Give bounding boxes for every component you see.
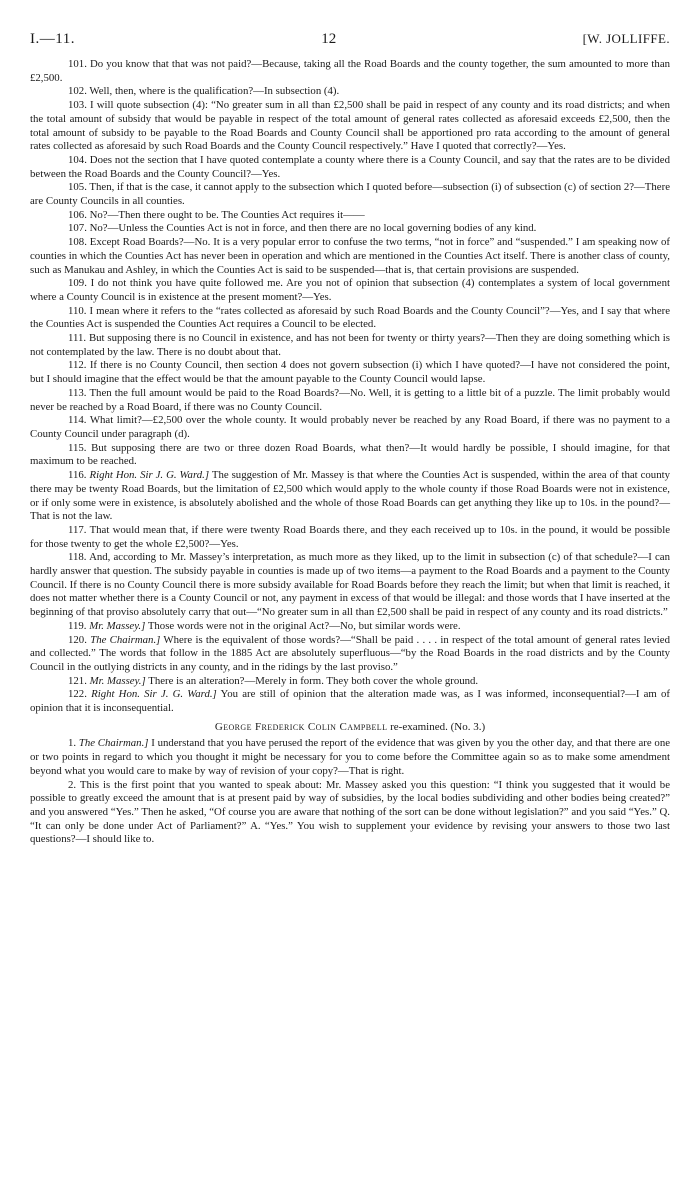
speaker-label: Right Hon. Sir J. G. Ward.]: [89, 469, 210, 482]
evidence-block-campbell: [30, 737, 670, 847]
question-paragraph: [30, 305, 670, 332]
question-number: 113.: [68, 386, 87, 399]
question-number: 2.: [68, 778, 77, 791]
speaker-label: Mr. Massey.]: [89, 674, 146, 687]
question-number: 101.: [68, 58, 87, 70]
question-text: And, according to Mr. Massey’s interpretation, as much more as they liked, up to the limit in subsection (c) of that schedule?—I can hardly answer that question. The subsidy payable in counties is made up of two items—a payment to the Road Boards and a payment to the County Council. If there is no County Council there is more subsidy available for Road Boards before they reach the limit; but when that limit is reached, it does not matter whether there is a County Council or not, any payment in excess of that would be illegal: and those words that I have inserted at the beginning of that proviso absolutely carry that out—“No greater sum in all than £2,500 shall be paid in respect of any county and its road districts.”: [30, 551, 670, 619]
question-number: 102.: [68, 85, 87, 98]
speaker-label: The Chairman.]: [90, 633, 161, 646]
question-number: 122.: [68, 688, 87, 701]
question-number: 116.: [68, 469, 87, 482]
question-text: Where is the equivalent of those words?—“Shall be paid . . . . in respect of the total amount of general rates levied and collected.” The words that follow in the 1885 Act are absolutely superfluous—“by the Road Boards in the road districts and by the County Council in the outlying districts in any county, and in the ridings by the last proviso.”: [30, 633, 670, 673]
question-number: 112.: [68, 359, 87, 372]
question-text: No?—Then there ought to be. The Counties Act requires it——: [89, 208, 365, 221]
question-paragraph: [30, 222, 670, 236]
speaker-label: Mr. Massey.]: [89, 619, 146, 632]
section-heading: [30, 721, 670, 735]
question-text: There is an alteration?—Merely in form. They both cover the whole ground.: [148, 674, 479, 687]
question-number: 109.: [68, 277, 87, 290]
question-text: Except Road Boards?—No. It is a very popular error to confuse the two terms, “not in force” and “suspended.” I am speaking now of counties in which the Counties Act has never been in operation and which are mentioned in the Counties Act itself. There is another class of county, such as Manukau and Ashley, in which the Counties Act is said to be suspended—that is, that certain provisions are suspended.: [30, 236, 670, 276]
question-number: 110.: [68, 304, 87, 317]
question-paragraph: [30, 524, 670, 551]
question-paragraph: [30, 688, 670, 715]
question-number: 111.: [68, 332, 87, 345]
question-paragraph: [30, 634, 670, 675]
question-text: I do not think you have quite followed me. Are you not of opinion that subsection (4) contemplates a system of local government where a County Council is in existence at the present moment?—Yes.: [30, 277, 670, 303]
question-text: Then, if that is the case, it cannot apply to the subsection which I quoted before—subsection (i) of subsection (c) of section 2?—There are County Councils in all counties.: [30, 181, 670, 208]
question-number: 104.: [68, 153, 87, 166]
question-paragraph: [30, 414, 670, 441]
question-text: But supposing there are two or three dozen Road Boards, what then?—It would hardly be possible, I should imagine, for that maximum to be reached.: [30, 441, 670, 468]
question-paragraph: [30, 332, 670, 359]
question-paragraph: [30, 209, 670, 223]
question-paragraph: [30, 359, 670, 386]
page-number: 12: [321, 31, 337, 47]
question-text: This is the first point that you wanted to speak about: Mr. Massey asked you this question: “I think you suggested that it would be possible to greatly exceed the amount that is at present paid by way of subsidies, by the local bodies subdividing and other bodies being created?” and you answered “Yes.” Then he asked, “Of course you are aware that nothing of the sort can be done without legislation?” and you said “Yes.” Q. “It can only be done under Act of Parliament?” A. “Yes.” You wish to supplement your evidence by revising your answers to those two last questions?—I should like to.: [30, 778, 670, 846]
question-text: Those words were not in the original Act?—No, but similar words were.: [147, 619, 461, 632]
question-text: I will quote subsection (4): “No greater sum in all than £2,500 shall be paid in respect of any county and its road districts; and when the total amount of subsidy that would be payable in respect of the total amount of general rates collected as aforesaid exceeds £2,500, then the total amount of subsidy to be payable to the Road Boards and County Council shall be apportioned pro rata according to the amount of general rates collected as aforesaid by such Road Boards and the County Council respectively.” Have I quoted that correctly?—Yes.: [30, 99, 671, 153]
question-paragraph: [30, 737, 670, 778]
question-number: 115.: [68, 441, 87, 454]
question-text: You are still of opinion that the alteration made was, as I was informed, inconsequential?—I am of opinion that it is inconsequential.: [30, 688, 670, 715]
question-number: 106.: [68, 208, 87, 221]
question-paragraph: [30, 99, 670, 154]
question-paragraph: [30, 387, 670, 414]
question-text: I mean where it refers to the “rates collected as aforesaid by such Road Boards and the County Council”?—Yes, and I say that where the Counties Act is suspended the Counties Act requires a Council to be elected.: [30, 304, 670, 331]
witness-heading-suffix: re-examined. (No. 3.): [390, 720, 486, 733]
question-paragraph: [30, 779, 670, 848]
question-number: 103.: [68, 99, 87, 112]
question-paragraph: [30, 277, 670, 304]
question-text: Then the full amount would be paid to the Road Boards?—No. Well, it is getting to a little bit of a puzzle. The limit probably would never be reached by a Road Board, if there was no County Council.: [30, 386, 670, 413]
evidence-block-jolliffe: [30, 58, 670, 716]
question-number: 121.: [68, 674, 87, 687]
question-paragraph: [30, 58, 670, 85]
question-paragraph: [30, 551, 670, 620]
question-paragraph: [30, 675, 670, 689]
speaker-label: Right Hon. Sir J. G. Ward.]: [91, 688, 217, 701]
question-number: 118.: [68, 551, 87, 564]
question-paragraph: [30, 620, 670, 634]
question-number: 120.: [68, 633, 87, 646]
question-text: The suggestion of Mr. Massey is that where the Counties Act is suspended, within the area of that county there may be twenty Road Boards, but the limitation of £2,500 which would apply to the whole county if those Road Boards were not in existence, or if only some were in existence, is absolutely abolished and the whole of those Road Boards can get anything they like up to 10s. in the pound?—That is not the law.: [30, 469, 670, 523]
question-paragraph: [30, 154, 670, 181]
question-text: If there is no County Council, then section 4 does not govern subsection (i) which I have quoted?—I have not considered the point, but I should imagine that the effect would be that the amount payable to the County Council would lapse.: [30, 359, 670, 386]
question-paragraph: [30, 85, 670, 99]
question-number: 117.: [68, 523, 87, 536]
question-number: 105.: [68, 181, 87, 194]
question-paragraph: [30, 181, 670, 208]
speaker-label: The Chairman.]: [78, 737, 149, 750]
witness-heading-name: George Frederick Colin Campbell: [214, 720, 388, 733]
paper-reference: I.—11.: [30, 31, 75, 47]
question-text: But supposing there is no Council in existence, and has not been for twenty or thirty years?—Then they are doing something which is not contemplated by the law. There is no doubt about that.: [30, 332, 671, 358]
question-number: 107.: [68, 222, 87, 235]
question-text: That would mean that, if there were twenty Road Boards there, and they each received up to 10s. in the pound, it would be possible for those twenty to get the whole £2,500?—Yes.: [30, 523, 670, 550]
question-number: 114.: [68, 414, 87, 427]
question-text: Well, then, where is the qualification?—In subsection (4).: [89, 85, 340, 98]
question-paragraph: [30, 236, 670, 277]
question-number: 108.: [68, 236, 87, 249]
question-paragraph: [30, 442, 670, 469]
question-text: Do you know that that was not paid?—Because, taking all the Road Boards and the county together, the sum amounted to more than £2,500.: [30, 58, 671, 84]
question-text: I understand that you have perused the report of the evidence that was given by you the other day, and that there are one or two points in regard to which you thought it might be necessary for you to come before the Committee again so as to make some amendment beyond what you would care to make by way of revision of your copy?—That is right.: [30, 737, 671, 777]
question-number: 119.: [68, 619, 87, 632]
question-text: What limit?—£2,500 over the whole county. It would probably never be reached by any Road Board, if there was no payment to a County Council under paragraph (d).: [30, 414, 671, 440]
question-paragraph: [30, 469, 670, 524]
question-number: 1.: [68, 737, 77, 750]
page-header: [30, 30, 670, 48]
question-text: No?—Unless the Counties Act is not in force, and then there are no local governing bodies of any kind.: [89, 222, 537, 235]
witness-name: [W. JOLLIFFE.: [582, 31, 670, 46]
question-text: Does not the section that I have quoted contemplate a county where there is a County Council, and say that the rates are to be divided between the Road Boards and the County Council?—Yes.: [30, 153, 670, 180]
